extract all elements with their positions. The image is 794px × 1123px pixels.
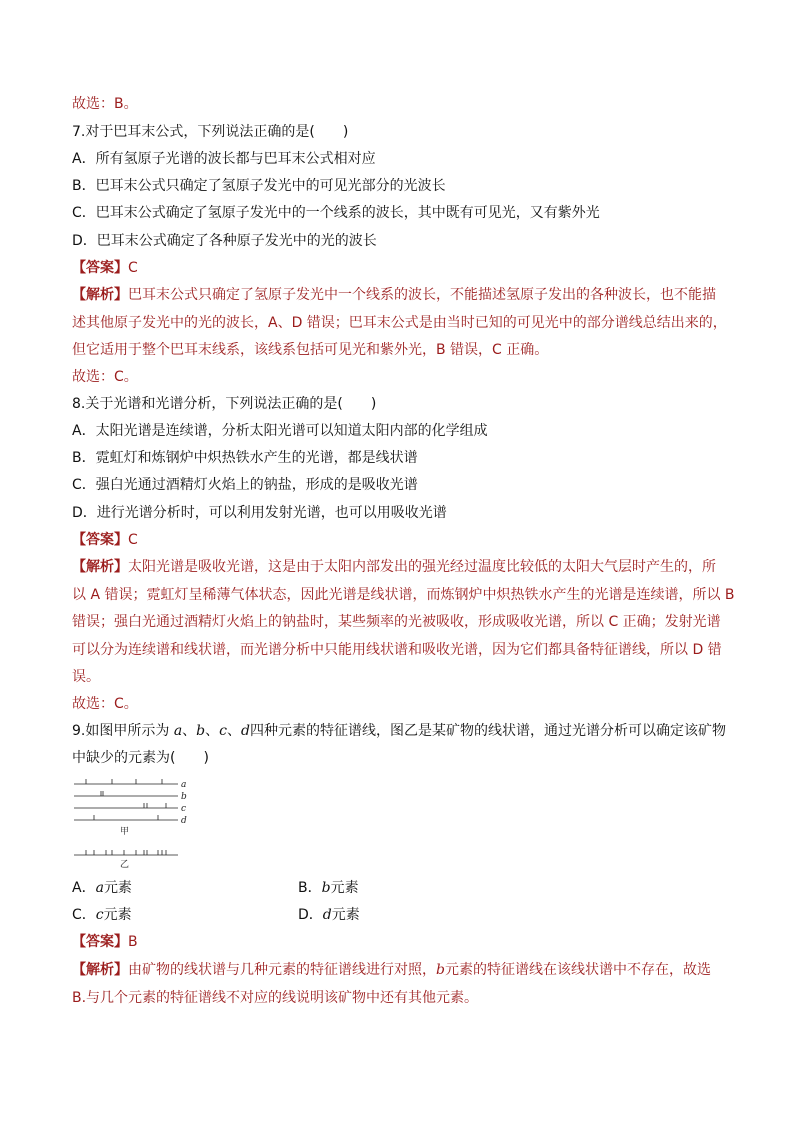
option-letter: D． — [298, 907, 323, 923]
question-9-option-a — [72, 878, 132, 898]
answer-tag: 【答案】 — [72, 532, 128, 548]
option-text: 元素 — [331, 907, 360, 923]
question-9-option-d — [298, 905, 360, 925]
analysis-tag: 【解析】 — [72, 962, 128, 978]
answer-8 — [72, 530, 732, 550]
question-7-option-d: D．巴耳末公式确定了各种原子发光中的光的波长 — [72, 233, 377, 249]
option-letter: B． — [298, 880, 322, 896]
option-var: d — [322, 907, 332, 923]
conclusion-line: 故选：C。 — [72, 696, 138, 712]
analysis-7-line-2: 述其他原子发光中的光的波长，A、D 错误；巴耳末公式是由当时已知的可见光中的部分谱线总结出来的， — [72, 315, 727, 331]
question-9-option-b — [298, 878, 359, 898]
answer-value: B — [128, 934, 138, 950]
question-7-option-c: C．巴耳末公式确定了氢原子发光中的一个线系的波长，其中既有可见光，又有紫外光 — [72, 205, 600, 221]
option-letter: A． — [72, 880, 96, 896]
question-9-option-c — [72, 905, 132, 925]
analysis-8-line-4: 可以分为连续谱和线状谱，而光谱分析中只能用线状谱和吸收光谱，因为它们都具备特征谱线，所以 D 错 — [72, 642, 722, 658]
spectrum-label-d: d — [181, 816, 187, 826]
separator: 、 — [182, 723, 197, 739]
option-var: c — [95, 907, 104, 923]
analysis-text: 太阳光谱是吸收光谱，这是由于太阳内部发出的强光经过温度比较低的太阳大气层时产生的，所 — [128, 559, 716, 575]
question-8-option-a: A．太阳光谱是连续谱，分析太阳光谱可以知道太阳内部的化学组成 — [72, 423, 488, 439]
question-9-stem-line-2: 中缺少的元素为( ) — [72, 750, 209, 766]
option-var: b — [321, 880, 331, 896]
question-8-option-c: C．强白光通过酒精灯火焰上的钠盐，形成的是吸收光谱 — [72, 477, 418, 493]
question-8-stem: 8.关于光谱和光谱分析，下列说法正确的是( ) — [72, 396, 377, 412]
analysis-8-line-1 — [72, 557, 732, 577]
analysis-8-line-3: 错误；强白光通过酒精灯火焰上的钠盐时，某些频率的光被吸收，形成吸收光谱，所以 C 正确；发射光谱 — [72, 614, 721, 630]
answer-value: C — [128, 260, 138, 276]
figure-caption-yi: 乙 — [120, 860, 130, 870]
analysis-8-line-2: 以 A 错误；霓虹灯呈稀薄气体状态，因此光谱是线状谱，而炼钢炉中炽热铁水产生的光谱是连续谱，所以 B — [72, 587, 735, 603]
question-9-stem-line-1 — [72, 721, 732, 741]
option-text: 元素 — [103, 880, 132, 896]
option-letter: C． — [72, 907, 96, 923]
question-7-option-b: B．巴耳末公式只确定了氢原子发光中的可见光部分的光波长 — [72, 178, 446, 194]
var-a: a — [173, 723, 183, 739]
analysis-text: 巴耳末公式只确定了氢原子发光中一个线系的波长，不能描述氢原子发出的各种波长，也不能描 — [128, 287, 716, 303]
analysis-8-line-5: 误。 — [72, 669, 100, 685]
option-text: 元素 — [103, 907, 132, 923]
answer-tag: 【答案】 — [72, 260, 128, 276]
answer-9 — [72, 932, 732, 952]
conclusion-line: 故选：B。 — [72, 96, 138, 112]
question-7-option-a: A．所有氢原子光谱的波长都与巴耳末公式相对应 — [72, 151, 376, 167]
analysis-7-line-1 — [72, 285, 732, 305]
answer-value: C — [128, 532, 138, 548]
question-8-option-d: D．进行光谱分析时，可以利用发射光谱，也可以用吸收光谱 — [72, 505, 447, 521]
analysis-tag: 【解析】 — [72, 287, 128, 303]
var-c: c — [219, 723, 227, 739]
stem-text: 四种元素的特征谱线，图乙是某矿物的线状谱，通过光谱分析可以确定该矿物 — [249, 723, 726, 739]
analysis-text: 元素的特征谱线在该线状谱中不存在，故选 — [444, 962, 711, 978]
analysis-var: b — [436, 962, 445, 978]
conclusion-line: 故选：C。 — [72, 369, 138, 385]
spectrum-label-c: c — [181, 804, 187, 814]
var-b: b — [196, 723, 206, 739]
separator: 、 — [226, 723, 241, 739]
analysis-9-line-1 — [72, 960, 732, 980]
stem-text: 9.如图甲所示为 — [72, 723, 174, 739]
analysis-text: 由矿物的线状谱与几种元素的特征谱线进行对照， — [128, 962, 436, 978]
answer-7 — [72, 258, 732, 278]
question-8-option-b: B．霓虹灯和炼钢炉中炽热铁水产生的光谱，都是线状谱 — [72, 450, 418, 466]
analysis-7-line-3: 但它适用于整个巴耳末线系，该线系包括可见光和紫外光，B 错误，C 正确。 — [72, 342, 549, 358]
spectrum-label-b: b — [181, 792, 187, 802]
analysis-9-line-2: B.与几个元素的特征谱线不对应的线说明该矿物中还有其他元素。 — [72, 990, 479, 1006]
analysis-tag: 【解析】 — [72, 559, 128, 575]
var-d: d — [240, 723, 250, 739]
separator: 、 — [205, 723, 220, 739]
figure-caption-jia: 甲 — [120, 827, 130, 837]
answer-tag: 【答案】 — [72, 934, 128, 950]
spectrum-figure — [70, 772, 200, 870]
question-7-stem: 7.对于巴耳末公式，下列说法正确的是( ) — [72, 124, 349, 140]
spectrum-label-a: a — [181, 780, 187, 790]
option-var: a — [95, 880, 104, 896]
option-text: 元素 — [330, 880, 359, 896]
